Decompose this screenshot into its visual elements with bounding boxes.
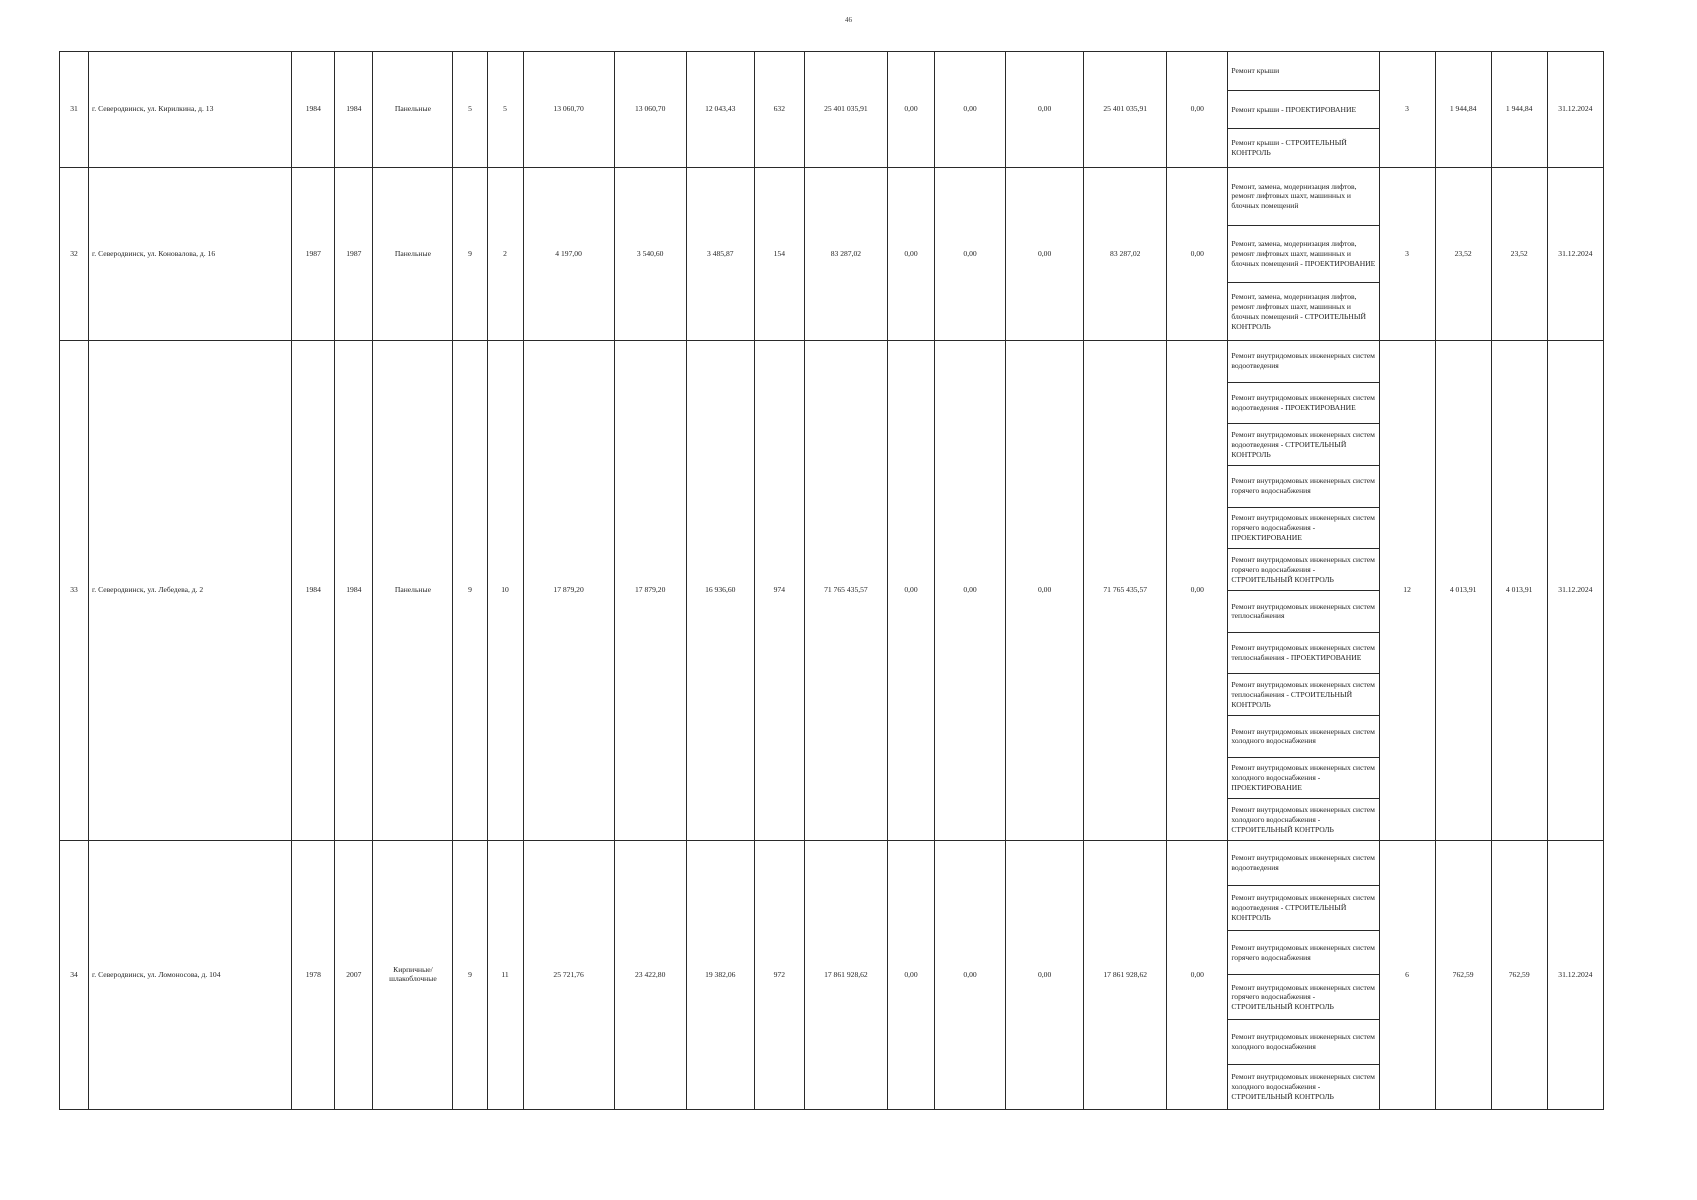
work-item: [1228, 424, 1378, 466]
residential-area-cell: 12 043,43: [686, 52, 754, 168]
unit-cost-cell: 4 013,91: [1435, 341, 1491, 841]
entrances-cell: 2: [487, 168, 523, 341]
cost-total-cell: 83 287,02: [804, 168, 887, 341]
work-item: [1228, 52, 1378, 91]
total-area-cell: 4 197,00: [523, 168, 614, 341]
cost-fund-cell: 0,00: [887, 841, 934, 1110]
work-item: [1228, 886, 1378, 931]
work-item: [1228, 674, 1378, 716]
residential-area-cell: 3 485,87: [686, 168, 754, 341]
work-item: [1228, 508, 1378, 550]
work-item: [1228, 1065, 1378, 1109]
year-built-cell: 1984: [292, 52, 335, 168]
work-item-label: Ремонт внутридомовых инженерных систем теплоснабжения - ПРОЕКТИРОВАНИЕ: [1231, 643, 1375, 663]
work-item: [1228, 283, 1378, 340]
work-item: [1228, 341, 1378, 383]
work-item-label: Ремонт внутридомовых инженерных систем холодного водоснабжения: [1231, 1032, 1375, 1052]
work-item: [1228, 466, 1378, 508]
premises-area-cell: 23 422,80: [614, 841, 686, 1110]
total-area-cell: 13 060,70: [523, 52, 614, 168]
work-item-label: Ремонт крыши - СТРОИТЕЛЬНЫЙ КОНТРОЛЬ: [1231, 138, 1347, 158]
work-item-label: Ремонт внутридомовых инженерных систем холодного водоснабжения - СТРОИТЕЛЬНЫЙ КОНТРОЛЬ: [1231, 804, 1375, 834]
work-item: [1228, 549, 1378, 591]
work-item: [1228, 168, 1378, 226]
work-item-label: Ремонт, замена, модернизация лифтов, ремонт лифтовых шахт, машинных и блочных помещений: [1231, 181, 1357, 211]
work-item: [1228, 841, 1378, 886]
cost-total-cell: 25 401 035,91: [804, 52, 887, 168]
year-commissioned-cell: 1984: [335, 341, 373, 841]
work-item: [1228, 758, 1378, 800]
work-item-label: Ремонт внутридомовых инженерных систем холодного водоснабжения - ПРОЕКТИРОВАНИЕ: [1231, 763, 1375, 792]
address-cell: г. Северодвинск, ул. Кирилкина, д. 13: [89, 52, 292, 168]
premises-area-cell: 13 060,70: [614, 52, 686, 168]
work-item-label: Ремонт внутридомовых инженерных систем теплоснабжения: [1231, 601, 1375, 621]
entrances-cell: 5: [487, 52, 523, 168]
work-item-label: Ремонт внутридомовых инженерных систем водоотведения - ПРОЕКТИРОВАНИЕ: [1231, 393, 1375, 412]
table-row: [60, 341, 1604, 841]
cost-fund-cell: 0,00: [887, 168, 934, 341]
row-number: 31: [60, 52, 89, 168]
cost-regional-cell: 0,00: [935, 841, 1006, 1110]
capital-repair-table: [59, 51, 1604, 1110]
cost-fund-cell: 0,00: [887, 52, 934, 168]
residential-area-cell: 16 936,60: [686, 341, 754, 841]
work-item-label: Ремонт внутридомовых инженерных систем теплоснабжения - СТРОИТЕЛЬНЫЙ КОНТРОЛЬ: [1231, 679, 1375, 709]
work-item: [1228, 226, 1378, 284]
work-item-label: Ремонт внутридомовых инженерных систем холодного водоснабжения: [1231, 726, 1375, 746]
entrances-cell: 11: [487, 841, 523, 1110]
cost-local-cell: 0,00: [1006, 52, 1084, 168]
unit-cost-cell: 762,59: [1435, 841, 1491, 1110]
residents-cell: 972: [754, 841, 804, 1110]
table-row: [60, 52, 1604, 168]
floors-cell: 9: [453, 341, 487, 841]
max-unit-cost-cell: 23,52: [1491, 168, 1547, 341]
premises-area-cell: 3 540,60: [614, 168, 686, 341]
deadline-cell: 31.12.2024: [1547, 341, 1603, 841]
work-item-label: Ремонт внутридомовых инженерных систем водоотведения: [1231, 351, 1375, 371]
wall-material-cell: Панельные: [373, 341, 453, 841]
cost-other-cell: 0,00: [1167, 841, 1228, 1110]
address-cell: г. Северодвинск, ул. Ломоносова, д. 104: [89, 841, 292, 1110]
max-unit-cost-cell: 762,59: [1491, 841, 1547, 1110]
work-item: [1228, 91, 1378, 130]
works-count-cell: 3: [1379, 52, 1435, 168]
work-item-label: Ремонт крыши - ПРОЕКТИРОВАНИЕ: [1231, 104, 1357, 114]
work-item: [1228, 1020, 1378, 1065]
works-count-cell: 3: [1379, 168, 1435, 341]
work-item: [1228, 633, 1378, 675]
cost-local-cell: 0,00: [1006, 341, 1084, 841]
work-item-label: Ремонт внутридомовых инженерных систем горячего водоснабжения: [1231, 942, 1375, 962]
year-built-cell: 1984: [292, 341, 335, 841]
work-item-label: Ремонт внутридомовых инженерных систем водоотведения: [1231, 853, 1375, 872]
work-item: [1228, 716, 1378, 758]
cost-owners-cell: 83 287,02: [1084, 168, 1167, 341]
unit-cost-cell: 23,52: [1435, 168, 1491, 341]
address-cell: г. Северодвинск, ул. Лебедева, д. 2: [89, 341, 292, 841]
floors-cell: 9: [453, 841, 487, 1110]
cost-fund-cell: 0,00: [887, 341, 934, 841]
premises-area-cell: 17 879,20: [614, 341, 686, 841]
total-area-cell: 25 721,76: [523, 841, 614, 1110]
address-cell: г. Северодвинск, ул. Коновалова, д. 16: [89, 168, 292, 341]
work-item-label: Ремонт внутридомовых инженерных систем водоотведения - СТРОИТЕЛЬНЫЙ КОНТРОЛЬ: [1231, 892, 1375, 922]
work-item: [1228, 129, 1378, 167]
cost-regional-cell: 0,00: [935, 168, 1006, 341]
work-item: [1228, 799, 1378, 840]
work-item: [1228, 591, 1378, 633]
works-cell: [1228, 168, 1379, 341]
floors-cell: 5: [453, 52, 487, 168]
cost-local-cell: 0,00: [1006, 841, 1084, 1110]
cost-total-cell: 17 861 928,62: [804, 841, 887, 1110]
work-item-label: Ремонт внутридомовых инженерных систем горячего водоснабжения: [1231, 476, 1375, 496]
max-unit-cost-cell: 4 013,91: [1491, 341, 1547, 841]
deadline-cell: 31.12.2024: [1547, 52, 1603, 168]
residents-cell: 632: [754, 52, 804, 168]
work-item-label: Ремонт внутридомовых инженерных систем горячего водоснабжения - СТРОИТЕЛЬНЫЙ КОНТРОЛЬ: [1231, 982, 1375, 1012]
year-built-cell: 1987: [292, 168, 335, 341]
work-item-label: Ремонт внутридомовых инженерных систем холодного водоснабжения - СТРОИТЕЛЬНЫЙ КОНТРОЛЬ: [1231, 1072, 1375, 1101]
works-cell: [1228, 841, 1379, 1110]
year-built-cell: 1978: [292, 841, 335, 1110]
wall-material-cell: Кирпичные/ шлакоблочные: [373, 841, 453, 1110]
work-item: [1228, 975, 1378, 1020]
floors-cell: 9: [453, 168, 487, 341]
cost-regional-cell: 0,00: [935, 52, 1006, 168]
deadline-cell: 31.12.2024: [1547, 841, 1603, 1110]
cost-other-cell: 0,00: [1167, 168, 1228, 341]
works-cell: [1228, 52, 1379, 168]
work-item-label: Ремонт, замена, модернизация лифтов, ремонт лифтовых шахт, машинных и блочных помещений - СТРОИТЕЛЬНЫЙ КОНТРОЛЬ: [1231, 291, 1366, 331]
cost-other-cell: 0,00: [1167, 52, 1228, 168]
wall-material-cell: Панельные: [373, 52, 453, 168]
residential-area-cell: 19 382,06: [686, 841, 754, 1110]
work-item-label: Ремонт крыши: [1231, 65, 1280, 75]
works-count-cell: 6: [1379, 841, 1435, 1110]
work-item-label: Ремонт, замена, модернизация лифтов, ремонт лифтовых шахт, машинных и блочных помещений - ПРОЕКТИРОВАНИЕ: [1231, 239, 1376, 268]
year-commissioned-cell: 1984: [335, 52, 373, 168]
cost-owners-cell: 71 765 435,57: [1084, 341, 1167, 841]
work-item: [1228, 931, 1378, 976]
year-commissioned-cell: 2007: [335, 841, 373, 1110]
work-item-label: Ремонт внутридомовых инженерных систем водоотведения - СТРОИТЕЛЬНЫЙ КОНТРОЛЬ: [1231, 429, 1375, 459]
unit-cost-cell: 1 944,84: [1435, 52, 1491, 168]
cost-other-cell: 0,00: [1167, 341, 1228, 841]
row-number: 32: [60, 168, 89, 341]
cost-regional-cell: 0,00: [935, 341, 1006, 841]
works-cell: [1228, 341, 1379, 841]
works-count-cell: 12: [1379, 341, 1435, 841]
row-number: 34: [60, 841, 89, 1110]
work-item-label: Ремонт внутридомовых инженерных систем горячего водоснабжения - СТРОИТЕЛЬНЫЙ КОНТРОЛЬ: [1231, 554, 1375, 584]
work-item: [1228, 383, 1378, 425]
table-row: [60, 168, 1604, 341]
work-item-label: Ремонт внутридомовых инженерных систем горячего водоснабжения - ПРОЕКТИРОВАНИЕ: [1231, 513, 1375, 542]
year-commissioned-cell: 1987: [335, 168, 373, 341]
entrances-cell: 10: [487, 341, 523, 841]
cost-total-cell: 71 765 435,57: [804, 341, 887, 841]
deadline-cell: 31.12.2024: [1547, 168, 1603, 341]
cost-local-cell: 0,00: [1006, 168, 1084, 341]
cost-owners-cell: 17 861 928,62: [1084, 841, 1167, 1110]
residents-cell: 154: [754, 168, 804, 341]
table-row: [60, 841, 1604, 1110]
total-area-cell: 17 879,20: [523, 341, 614, 841]
max-unit-cost-cell: 1 944,84: [1491, 52, 1547, 168]
residents-cell: 974: [754, 341, 804, 841]
row-number: 33: [60, 341, 89, 841]
cost-owners-cell: 25 401 035,91: [1084, 52, 1167, 168]
wall-material-cell: Панельные: [373, 168, 453, 341]
page-number: 46: [845, 16, 852, 24]
